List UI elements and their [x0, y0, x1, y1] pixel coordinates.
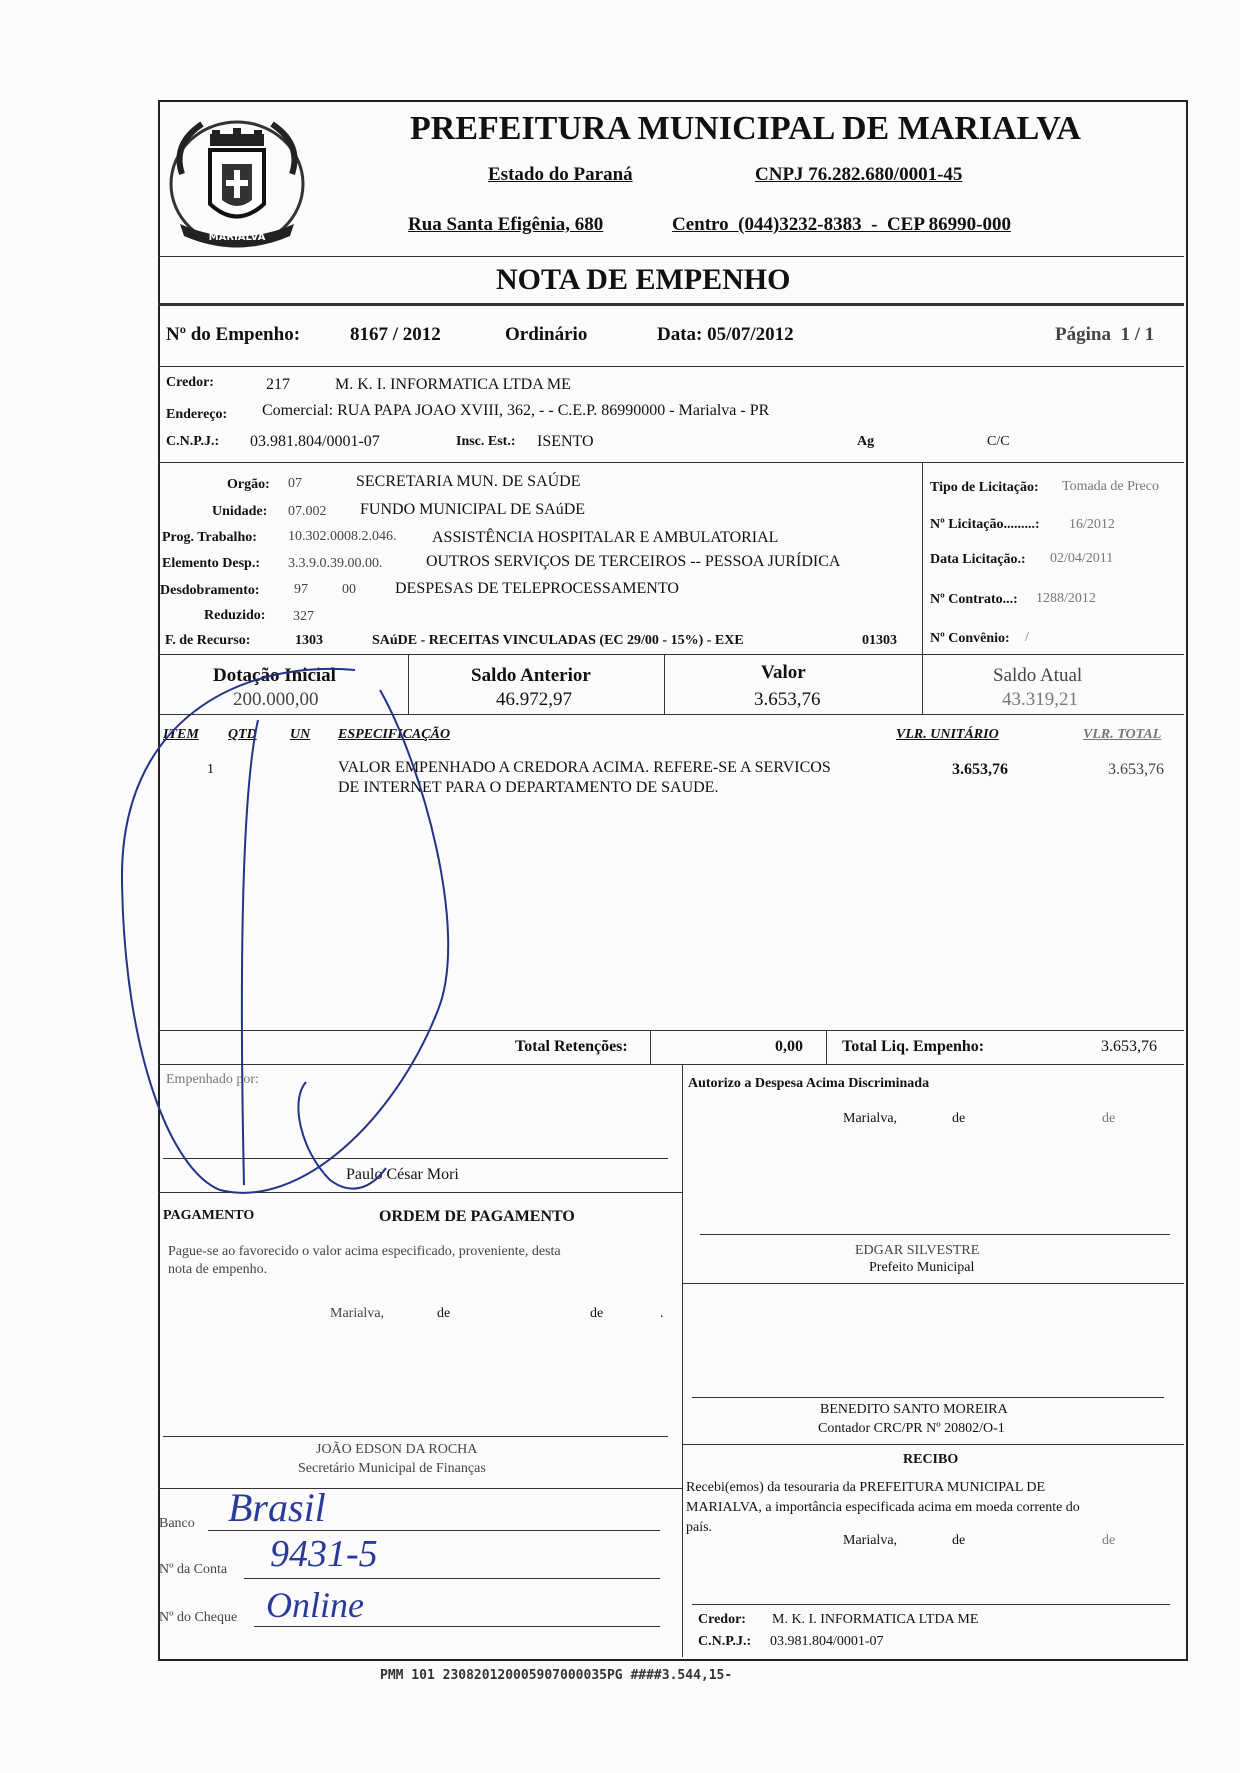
- recibo-de2: de: [1102, 1533, 1116, 1548]
- elemento-label: Elemento Desp.:: [162, 556, 260, 571]
- licitacao-date-label: Data Licitação.:: [930, 552, 1026, 567]
- footer-code: PMM 101 230820120005907000035PG ####3.544,15-: [380, 1668, 733, 1683]
- contrato-label: Nº Contrato...:: [930, 592, 1018, 607]
- unidade-label: Unidade:: [212, 504, 268, 519]
- pagamento-text2: nota de empenho.: [168, 1262, 268, 1277]
- empenhado-name: Paulo César Mori: [346, 1166, 459, 1183]
- empenhado-label: Empenhado por:: [166, 1072, 259, 1087]
- pagamento-de2: de: [590, 1306, 604, 1321]
- recibo-text1: Recebi(emos) da tesouraria da PREFEITURA MUNICIPAL DE: [686, 1480, 1046, 1495]
- prog-label: Prog. Trabalho:: [162, 530, 257, 545]
- recibo-de1: de: [952, 1533, 966, 1548]
- cnpj-value: 03.981.804/0001-07: [250, 433, 380, 450]
- col-vlr-unitario: VLR. UNITÁRIO: [896, 727, 999, 742]
- tipo-licitacao-value: Tomada de Preco: [1062, 479, 1159, 494]
- total-retencoes-value: 0,00: [775, 1038, 803, 1055]
- cnpj-label: C.N.P.J.:: [166, 434, 220, 449]
- contador-signer: BENEDITO SANTO MOREIRA: [820, 1402, 1008, 1417]
- recurso-number: 01303: [862, 633, 897, 648]
- contador-role: Contador CRC/PR Nº 20802/O-1: [818, 1421, 1005, 1436]
- pagamento-de1: de: [437, 1306, 451, 1321]
- state-name: Estado do Paraná: [488, 164, 633, 185]
- credor-label: Credor:: [166, 375, 214, 390]
- licitacao-number-label: Nº Licitação.........:: [930, 517, 1040, 532]
- cheque-value: Online: [266, 1585, 364, 1625]
- recibo-credor-value: M. K. I. INFORMATICA LTDA ME: [772, 1612, 979, 1627]
- banco-label: Banco: [159, 1516, 195, 1531]
- elemento-code: 3.3.9.0.39.00.00.: [288, 556, 383, 571]
- recurso-label: F. de Recurso:: [165, 633, 251, 648]
- conta-label: Nº da Conta: [159, 1562, 228, 1577]
- autorizo-de2: de: [1102, 1111, 1116, 1126]
- banco-value: Brasil: [228, 1485, 326, 1530]
- ordem-pagamento-title: ORDEM DE PAGAMENTO: [379, 1208, 575, 1225]
- reduzido-label: Reduzido:: [204, 608, 266, 623]
- recibo-credor-label: Credor:: [698, 1612, 746, 1627]
- prog-code: 10.302.0008.2.046.: [288, 529, 397, 544]
- recibo-title: RECIBO: [903, 1452, 959, 1467]
- municipality-address: Rua Santa Efigênia, 680: [408, 214, 604, 235]
- col-especificacao: ESPECIFICAÇÃO: [338, 727, 451, 742]
- credor-name: M. K. I. INFORMATICA LTDA ME: [335, 376, 571, 393]
- recibo-text3: país.: [686, 1520, 713, 1535]
- desdobramento-name: DESPESAS DE TELEPROCESSAMENTO: [395, 580, 679, 597]
- pagamento-label: PAGAMENTO: [163, 1208, 255, 1223]
- contrato-value: 1288/2012: [1036, 591, 1096, 606]
- col-item: ITEM: [163, 727, 199, 742]
- pagamento-text1: Pague-se ao favorecido o valor acima especificado, proveniente, desta: [168, 1244, 561, 1259]
- recurso-name: SAúDE - RECEITAS VINCULADAS (EC 29/00 - 15%) - EXE: [372, 633, 744, 648]
- saldo-anterior-value: 46.972,97: [496, 689, 572, 710]
- saldo-atual-label: Saldo Atual: [993, 665, 1083, 686]
- item-description-line2: DE INTERNET PARA O DEPARTAMENTO DE SAUDE.: [338, 779, 719, 796]
- valor-value: 3.653,76: [754, 689, 821, 710]
- total-liq-label: Total Liq. Empenho:: [842, 1038, 985, 1055]
- district-phone-cep: Centro (044)3232-8383 - CEP 86990-000: [672, 214, 1011, 235]
- pagamento-dot: .: [660, 1306, 664, 1321]
- item-total-value: 3.653,76: [1108, 761, 1164, 778]
- col-qtd: QTD: [228, 727, 257, 742]
- saldo-atual-value: 43.319,21: [1002, 689, 1078, 710]
- page-number: Página 1 / 1: [1055, 324, 1155, 345]
- reduzido-value: 327: [293, 609, 314, 624]
- unidade-name: FUNDO MUNICIPAL DE SAúDE: [360, 501, 586, 518]
- endereco-value: Comercial: RUA PAPA JOAO XVIII, 362, - - C.E.P. 86990000 - Marialva - PR: [262, 402, 770, 419]
- empenho-label: Nº do Empenho:: [166, 324, 301, 345]
- account-label: C/C: [987, 434, 1010, 449]
- recibo-text2: MARIALVA, a importância especificada acima em moeda corrente do: [686, 1500, 1080, 1515]
- cheque-label: Nº do Cheque: [159, 1610, 238, 1625]
- conta-value: 9431-5: [270, 1533, 378, 1575]
- unidade-code: 07.002: [288, 504, 327, 519]
- recibo-city: Marialva,: [843, 1533, 898, 1548]
- empenho-number: 8167 / 2012: [350, 324, 441, 345]
- insc-label: Insc. Est.:: [456, 434, 516, 449]
- credor-code: 217: [266, 376, 290, 393]
- saldo-anterior-label: Saldo Anterior: [471, 665, 591, 686]
- autorizo-city: Marialva,: [843, 1111, 898, 1126]
- item-unit-value: 3.653,76: [952, 761, 1008, 778]
- item-number: 1: [207, 762, 214, 777]
- endereco-label: Endereço:: [166, 407, 228, 422]
- total-retencoes-label: Total Retenções:: [515, 1038, 628, 1055]
- convenio-label: Nº Convênio:: [930, 631, 1010, 646]
- recibo-cnpj-value: 03.981.804/0001-07: [770, 1634, 884, 1649]
- agency-label: Ag: [857, 434, 875, 449]
- document-type-title: NOTA DE EMPENHO: [496, 263, 791, 296]
- licitacao-number-value: 16/2012: [1069, 517, 1115, 532]
- empenho-type: Ordinário: [505, 324, 588, 345]
- prog-name: ASSISTÊNCIA HOSPITALAR E AMBULATORIAL: [432, 529, 779, 546]
- recurso-code: 1303: [295, 633, 323, 648]
- valor-label: Valor: [761, 662, 806, 683]
- pagamento-signer: JOÃO EDSON DA ROCHA: [316, 1442, 478, 1457]
- tipo-licitacao-label: Tipo de Licitação:: [930, 480, 1039, 495]
- orgao-code: 07: [288, 476, 302, 491]
- dotacao-inicial-label: Dotação Inicial: [213, 665, 336, 686]
- orgao-name: SECRETARIA MUN. DE SAÚDE: [356, 473, 581, 490]
- desdobramento-b: 00: [342, 582, 356, 597]
- recibo-cnpj-label: C.N.P.J.:: [698, 1634, 752, 1649]
- autorizo-role: Prefeito Municipal: [869, 1260, 975, 1275]
- empenho-date: Data: 05/07/2012: [657, 324, 794, 345]
- total-liq-value: 3.653,76: [1101, 1038, 1157, 1055]
- insc-value: ISENTO: [537, 433, 594, 450]
- desdobramento-a: 97: [294, 582, 308, 597]
- convenio-value: /: [1025, 630, 1029, 645]
- autorizo-de1: de: [952, 1111, 966, 1126]
- municipality-cnpj: CNPJ 76.282.680/0001-45: [755, 164, 963, 185]
- item-description-line1: VALOR EMPENHADO A CREDORA ACIMA. REFERE-SE A SERVICOS: [338, 759, 831, 776]
- col-vlr-total: VLR. TOTAL: [1083, 727, 1162, 742]
- elemento-name: OUTROS SERVIÇOS DE TERCEIROS -- PESSOA JURÍDICA: [426, 553, 841, 570]
- autorizo-title: Autorizo a Despesa Acima Discriminada: [688, 1076, 930, 1091]
- pagamento-city: Marialva,: [330, 1306, 385, 1321]
- desdobramento-label: Desdobramento:: [160, 583, 260, 598]
- svg-text:MARIALVA: MARIALVA: [208, 232, 266, 243]
- pagamento-role: Secretário Municipal de Finanças: [298, 1461, 486, 1476]
- col-un: UN: [290, 727, 311, 742]
- autorizo-signer: EDGAR SILVESTRE: [855, 1243, 980, 1258]
- dotacao-inicial-value: 200.000,00: [233, 689, 319, 710]
- orgao-label: Orgão:: [227, 477, 270, 492]
- licitacao-date-value: 02/04/2011: [1050, 551, 1114, 566]
- page-title: PREFEITURA MUNICIPAL DE MARIALVA: [410, 110, 1081, 147]
